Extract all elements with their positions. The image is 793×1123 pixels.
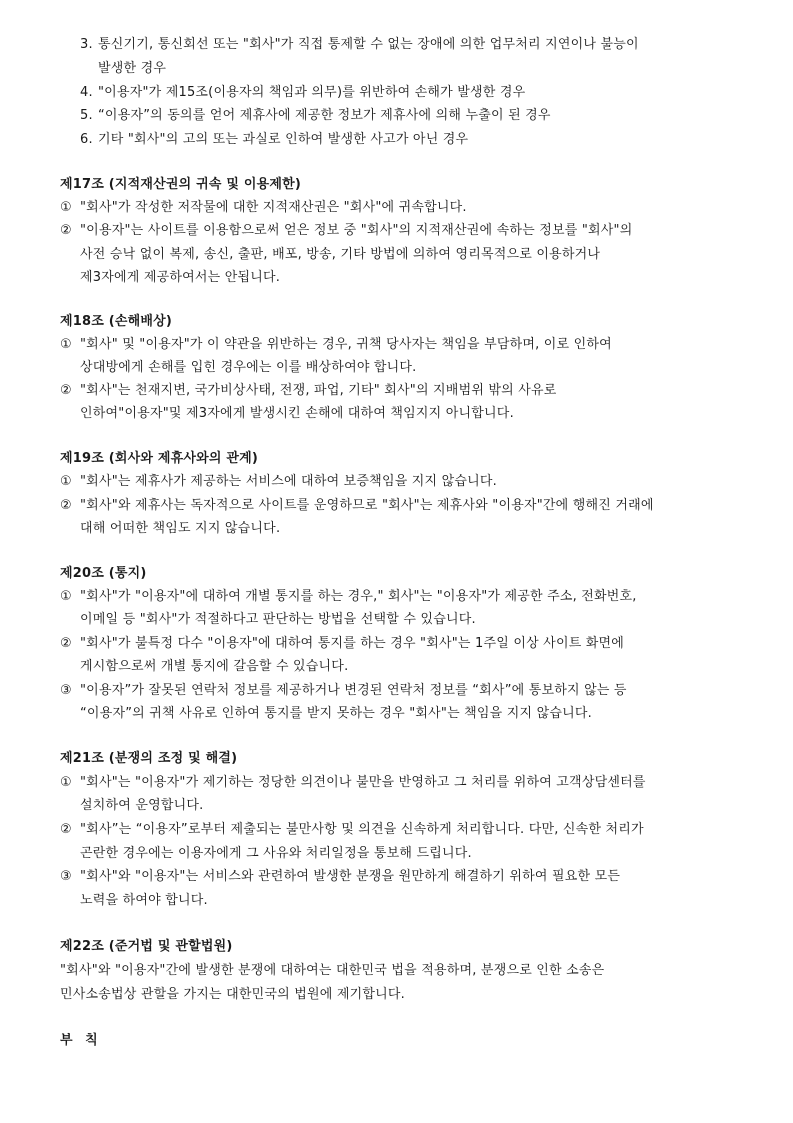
clause-marker: ③ [60, 683, 72, 698]
clause-marker: ② [60, 498, 72, 513]
clause-marker: ③ [60, 869, 72, 884]
clause-marker: ① [60, 775, 72, 790]
clause-item: ② "회사"가 불특정 다수 "이용자"에 대하여 통지를 하는 경우 "회사"는 1주일 이상 사이트 화면에 [60, 636, 625, 651]
clause-continuation: 설치하여 운영합니다. [80, 798, 204, 813]
clause-continuation: 대해 어떠한 책임도 지지 않습니다. [80, 521, 281, 536]
clause-continuation: 노력을 하여야 합니다. [80, 893, 208, 908]
clause-continuation: “이용자”의 귀책 사유로 인하여 통지를 받지 못하는 경우 "회사"는 책임을 지지 않습니다. [80, 706, 592, 721]
article-title: 제21조 (분쟁의 조정 및 해결) [60, 751, 238, 766]
list-item: 4. "이용자"가 제15조(이용자의 책임과 의무)를 위반하여 손해가 발생한 경우 [80, 85, 526, 100]
list-item: 5. “이용자”의 동의를 얻어 제휴사에 제공한 정보가 제휴사에 의해 누출이 된 경우 [80, 108, 551, 123]
clause-item: ② "회사"는 천재지변, 국가비상사태, 전쟁, 파업, 기타" 회사"의 지배범위 밖의 사유로 [60, 383, 557, 398]
article-title: 제20조 (통지) [60, 566, 147, 581]
article-title: 제17조 (지적재산권의 귀속 및 이용제한) [60, 177, 302, 192]
clause-continuation: 게시함으로써 개별 통지에 갈음할 수 있습니다. [80, 659, 349, 674]
clause-item: ③ "이용자”가 잘못된 연락처 정보를 제공하거나 변경된 연락처 정보를 “회사”에 통보하지 않는 등 [60, 683, 627, 698]
article-title: 제19조 (회사와 제휴사와의 관계) [60, 451, 259, 466]
clause-marker: ① [60, 589, 72, 604]
list-item: 3. 통신기기, 통신회선 또는 "회사"가 직접 통제할 수 없는 장애에 의한 업무처리 지연이나 불능이 [80, 37, 639, 52]
clause-item: ① "회사" 및 "이용자"가 이 약관을 위반하는 경우, 귀책 당사자는 책임을 부담하며, 이로 인하여 [60, 337, 612, 352]
list-item: 6. 기타 "회사"의 고의 또는 과실로 인하여 발생한 사고가 아닌 경우 [80, 132, 469, 147]
article-title: 제22조 (준거법 및 관할법원) [60, 939, 233, 954]
clause-marker: ① [60, 200, 72, 215]
clause-item: ② "회사"와 제휴사는 독자적으로 사이트를 운영하므로 "회사"는 제휴사와 "이용자"간에 행해진 거래에 [60, 498, 654, 513]
clause-item: ③ "회사"와 "이용자"는 서비스와 관련하여 발생한 분쟁을 원만하게 해결하기 위하여 필요한 모든 [60, 869, 621, 884]
clause-continuation: 이메일 등 "회사"가 적절하다고 판단하는 방법을 선택할 수 있습니다. [80, 612, 476, 627]
clause-item: ② "이용자"는 사이트를 이용함으로써 얻은 정보 중 "회사"의 지적재산권에 속하는 정보를 "회사"의 [60, 223, 633, 238]
clause-continuation: 곤란한 경우에는 이용자에게 그 사유와 처리일정을 통보해 드립니다. [80, 846, 472, 861]
article-title: 제18조 (손해배상) [60, 314, 173, 329]
clause-marker: ① [60, 474, 72, 489]
list-number: 5. [80, 108, 93, 123]
list-item-continuation: 발생한 경우 [98, 61, 167, 76]
supplementary-title: 부 칙 [60, 1033, 102, 1048]
list-number: 4. [80, 85, 93, 100]
clause-continuation: 상대방에게 손해를 입힌 경우에는 이를 배상하여야 합니다. [80, 360, 417, 375]
clause-item: ① "회사"는 "이용자"가 제기하는 정당한 의견이나 불만을 반영하고 그 처리를 위하여 고객상담센터를 [60, 775, 646, 790]
list-number: 3. [80, 37, 93, 52]
clause-marker: ② [60, 822, 72, 837]
clause-marker: ② [60, 636, 72, 651]
list-number: 6. [80, 132, 93, 147]
clause-marker: ① [60, 337, 72, 352]
paragraph-line: 민사소송법상 관할을 가지는 대한민국의 법원에 제기합니다. [60, 987, 405, 1002]
clause-continuation: 사전 승낙 없이 복제, 송신, 출판, 배포, 방송, 기타 방법에 의하여 영리목적으로 이용하거나 [80, 247, 601, 262]
clause-item: ① "회사"가 작성한 저작물에 대한 지적재산권은 "회사"에 귀속합니다. [60, 200, 467, 215]
clause-continuation: 인하여"이용자"및 제3자에게 발생시킨 손해에 대하여 책임지지 아니합니다. [80, 406, 514, 421]
clause-continuation: 제3자에게 제공하여서는 안됩니다. [80, 270, 281, 285]
clause-item: ② "회사”는 “이용자”로부터 제출되는 불만사항 및 의견을 신속하게 처리합니다. 다만, 신속한 처리가 [60, 822, 644, 837]
clause-item: ① "회사"가 "이용자"에 대하여 개별 통지를 하는 경우," 회사"는 "이용자"가 제공한 주소, 전화번호, [60, 589, 637, 604]
clause-item: ① "회사"는 제휴사가 제공하는 서비스에 대하여 보증책임을 지지 않습니다. [60, 474, 497, 489]
clause-marker: ② [60, 223, 72, 238]
paragraph-line: "회사"와 "이용자"간에 발생한 분쟁에 대하여는 대한민국 법을 적용하며, 분쟁으로 인한 소송은 [60, 963, 605, 978]
clause-marker: ② [60, 383, 72, 398]
